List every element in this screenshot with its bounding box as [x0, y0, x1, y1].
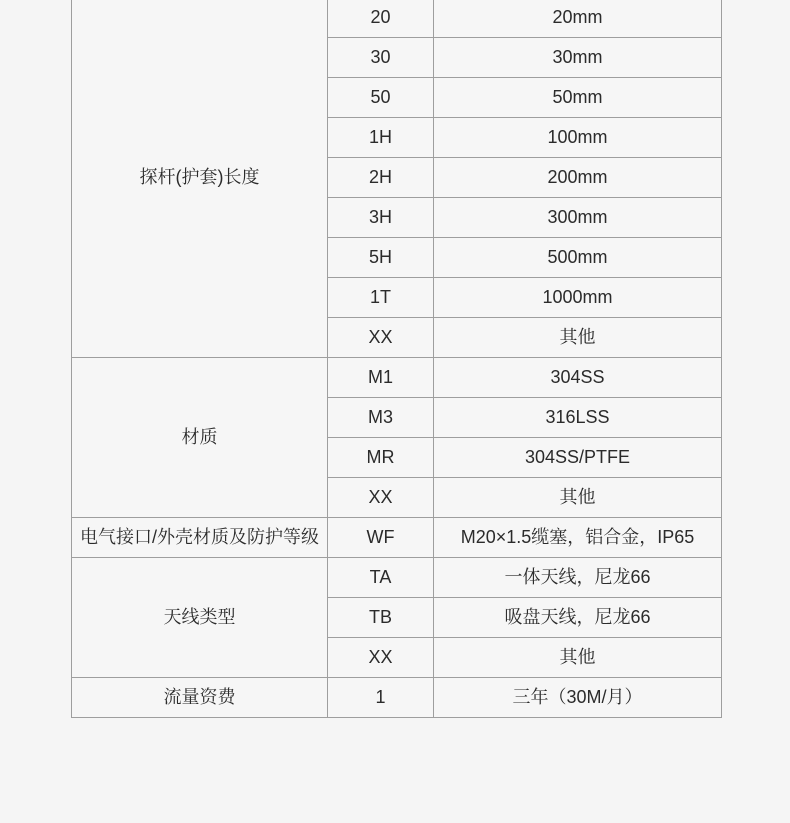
- spec-value-cell: 三年（30M/月）: [434, 678, 722, 718]
- table-row: [72, 558, 722, 598]
- spec-value-cell: 316LSS: [434, 398, 722, 438]
- spec-table: [71, 0, 722, 718]
- spec-code-cell: XX: [328, 478, 434, 518]
- spec-value-cell: 500mm: [434, 238, 722, 278]
- spec-code-cell: XX: [328, 318, 434, 358]
- spec-code-cell: WF: [328, 518, 434, 558]
- spec-value-cell: 304SS/PTFE: [434, 438, 722, 478]
- spec-code-cell: TB: [328, 598, 434, 638]
- spec-code-cell: 20: [328, 0, 434, 38]
- spec-code-cell: M3: [328, 398, 434, 438]
- section-label-material: 材质: [72, 358, 328, 518]
- spec-value-cell: 吸盘天线，尼龙66: [434, 598, 722, 638]
- spec-table-container: [71, 0, 723, 719]
- spec-value-cell: 其他: [434, 638, 722, 678]
- section-label-data-plan: 流量资费: [72, 678, 328, 718]
- spec-code-cell: M1: [328, 358, 434, 398]
- spec-value-cell: 200mm: [434, 158, 722, 198]
- spec-value-cell: 100mm: [434, 118, 722, 158]
- section-label-antenna-type: 天线类型: [72, 558, 328, 678]
- spec-value-cell: 304SS: [434, 358, 722, 398]
- spec-value-cell: 1000mm: [434, 278, 722, 318]
- spec-code-cell: TA: [328, 558, 434, 598]
- spec-value-cell: 300mm: [434, 198, 722, 238]
- spec-value-cell: 其他: [434, 318, 722, 358]
- spec-code-cell: 5H: [328, 238, 434, 278]
- spec-code-cell: 1H: [328, 118, 434, 158]
- table-row: [72, 358, 722, 398]
- spec-code-cell: 3H: [328, 198, 434, 238]
- section-label-electrical-interface: 电气接口/外壳材质及防护等级: [72, 518, 328, 558]
- spec-code-cell: 1: [328, 678, 434, 718]
- spec-value-cell: 50mm: [434, 78, 722, 118]
- spec-code-cell: 1T: [328, 278, 434, 318]
- spec-code-cell: 2H: [328, 158, 434, 198]
- spec-code-cell: 30: [328, 38, 434, 78]
- spec-value-cell: 一体天线，尼龙66: [434, 558, 722, 598]
- spec-code-cell: MR: [328, 438, 434, 478]
- section-label-probe-length: 探杆(护套)长度: [72, 0, 328, 358]
- spec-code-cell: 50: [328, 78, 434, 118]
- spec-value-cell: 其他: [434, 478, 722, 518]
- spec-code-cell: XX: [328, 638, 434, 678]
- table-row: [72, 518, 722, 558]
- table-row: [72, 0, 722, 38]
- spec-value-cell: 20mm: [434, 0, 722, 38]
- spec-value-cell: M20×1.5缆塞，铝合金，IP65: [434, 518, 722, 558]
- table-row: [72, 678, 722, 718]
- spec-value-cell: 30mm: [434, 38, 722, 78]
